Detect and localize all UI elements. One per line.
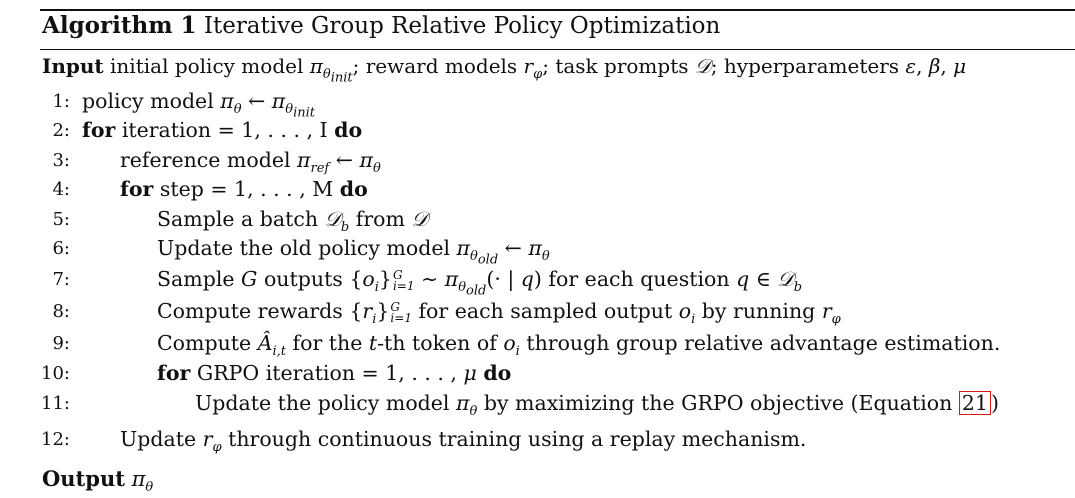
equation-reference-link[interactable]: 21 xyxy=(959,391,991,415)
algorithm-name: Iterative Group Relative Policy Optimization xyxy=(203,13,721,39)
algorithm-title xyxy=(42,12,720,39)
line-number: 6: xyxy=(52,238,70,259)
line-number: 12: xyxy=(41,429,70,450)
title-rule xyxy=(40,49,1075,50)
line-number: 5: xyxy=(52,209,70,230)
line-number: 11: xyxy=(41,393,70,414)
algorithm-block xyxy=(40,0,1075,498)
line-number: 10: xyxy=(41,363,70,384)
line-text: reference model $\pi_{ref}$ ← $\pi_\theta$ xyxy=(120,148,381,177)
line-text: Update the old policy model $\pi_{\theta_{old}}$ ← $\pi_\theta$ xyxy=(157,236,550,268)
line-text: Compute $Â_{i,t}$ for the t-th token of $o_i$ through group relative advantage estimation. xyxy=(157,331,1001,360)
output-value: $\pi_\theta$ xyxy=(131,467,154,496)
line-text: Sample a batch 𝒟$_b$ from 𝒟 xyxy=(157,207,428,236)
line-number: 4: xyxy=(52,179,70,200)
algorithm-label: Algorithm 1 xyxy=(42,12,197,39)
line-number: 7: xyxy=(52,269,70,290)
top-rule xyxy=(40,9,1075,11)
line-text: Update $r_\varphi$ through continuous training using a replay mechanism. xyxy=(120,427,807,456)
line-number: 2: xyxy=(52,120,70,141)
line-text: for iteration = 1, . . . , I do xyxy=(82,118,363,142)
line-text: for GRPO iteration = 1, . . . , μ do xyxy=(157,361,512,385)
input-line xyxy=(42,54,967,86)
line-number: 9: xyxy=(52,333,70,354)
line-number: 3: xyxy=(52,150,70,171)
line-text: Sample G outputs $\{o_i\}G$ i=1 ∼ $\pi_{\theta_{old}}(\cdot$ | q) for each question q ∈ 𝒟$_b$ xyxy=(157,267,803,299)
line-text: policy model $\pi_\theta$ ← $\pi_{\theta_{init}}$ xyxy=(82,89,316,121)
input-label: Input xyxy=(42,54,104,78)
line-text: Compute rewards $\{r_i\}G$ i=1 for each sampled output $o_i$ by running $r_\varphi$ xyxy=(157,299,841,328)
output-label: Output xyxy=(42,466,125,491)
line-text: for step = 1, . . . , M do xyxy=(120,177,368,201)
line-number: 8: xyxy=(52,301,70,322)
line-text: Update the policy model $\pi_\theta$ by maximizing the GRPO objective (Equation 21 ) xyxy=(195,391,999,420)
output-line xyxy=(42,466,154,496)
input-text: initial policy model $\pi_{\theta_{init}}$; reward models $r_\varphi$; task prompts 𝒟; hyperparameters ε, β, μ xyxy=(110,54,967,86)
line-number: 1: xyxy=(52,91,70,112)
